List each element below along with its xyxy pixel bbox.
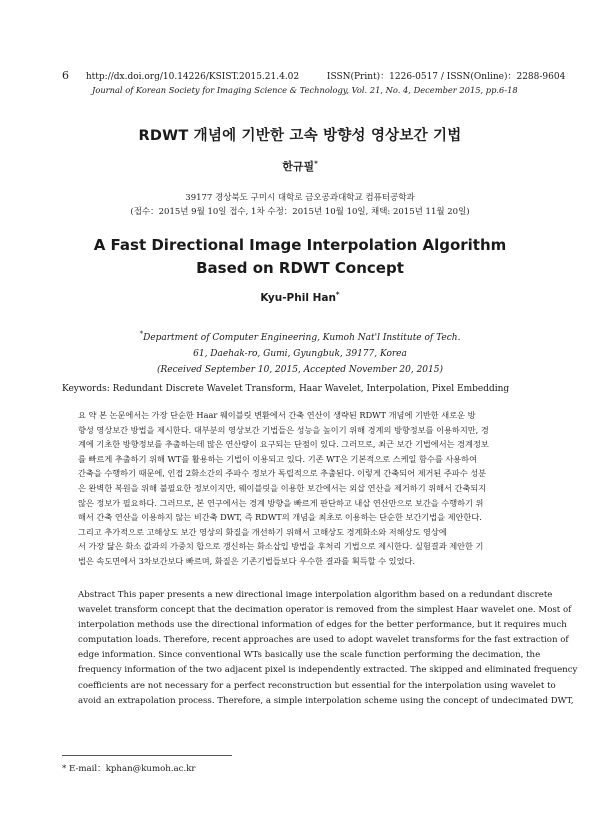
korean-abstract-line: 를 빠르게 추출하기 위해 WT를 활용하는 기법이 이용되고 있다. 기존 WT은 기본적으로 스케일 함수를 사용하여 [78,453,477,464]
korean-abstract-line: 서 가장 닮은 화소 값과의 가중치 합으로 갱신하는 화소삽입 방법을 후처리 기법으로 제시한다. 실험결과 제안한 기 [78,541,484,552]
korean-abstract [78,408,526,569]
korean-abstract-line: 향성 영상보간 방법을 제시한다. 대부분의 영상보간 기법들은 성능을 높이기 위해 경계의 방향정보를 이용하지만, 경 [78,424,489,435]
english-abstract-line: coefficients are not necessary for a perfect reconstruction but essential for the interpolation using wavelet to [78,680,556,691]
korean-abstract-line: 법은 속도면에서 3차보간보다 빠르며, 화질은 기존기법들보다 우수한 결과를 획득할 수 있었다. [78,555,415,566]
english-received-dates: (Received September 10, 2015, Accepted November 20, 2015) [157,365,443,375]
korean-title: RDWT 개념에 기반한 고속 방향성 영상보간 기법 [138,128,462,144]
korean-abstract-line: 않은 정보가 필요하다. 그러므로, 본 연구에서는 경계 방향을 빠르게 판단하고 내삽 연산만으로 보간을 수행하기 위 [78,497,484,508]
english-abstract-line: wavelet transform concept that the decimation operator is removed from the simplest Haar wavelet one. Most of [78,605,572,616]
english-abstract-line: frequency information of the two adjacent pixel is independently extracted. The skipped and eliminated frequency [78,665,578,676]
affiliation-asterisk: * [139,330,144,338]
korean-affiliation: 39177 경상북도 구미시 대학로 금오공과대학교 컴퓨터공학과 [185,193,415,203]
keywords: Keywords: Redundant Discrete Wavelet Transform, Haar Wavelet, Interpolation, Pixel Embedding [62,384,510,394]
english-affiliation-line-1: *Department of Computer Engineering, Kumoh Nat'l Institute of Tech. [139,330,461,343]
english-title-line-2: Based on RDWT Concept [196,259,404,277]
footnote-rule [62,755,232,756]
korean-affiliation-block [0,191,600,219]
korean-abstract-line: 그리고 추가적으로 고해상도 보간 영상의 화질을 개선하기 위해서 고해상도 경계화소와 저해상도 영상에 [78,526,447,537]
korean-abstract-line: 은 완벽한 복원을 위해 불필요한 정보이지만, 웨이블릿을 이용한 보간에서는 외삽 연산을 제거하기 위해서 간축되지 [78,482,487,493]
footnote-email: * E-mail：kphan@kumoh.ac.kr [62,764,196,774]
korean-received-dates: (접수：2015년 9월 10일 접수, 1차 수정：2015년 10월 10일, 채택: 2015년 11월 20일) [130,207,470,217]
english-abstract-line: interpolation methods use the directional information of edges for the better performance, but it requires much [78,620,567,631]
english-author-asterisk: * [335,290,340,299]
english-abstract-line: computation loads. Therefore, recent approaches are used to adopt wavelet transforms for the fast extraction of [78,635,569,646]
korean-abstract-line: 계에 기초한 방향정보를 추출하는데 많은 연산량이 요구되는 단점이 있다. 그러므로, 최근 보간 기법에서는 경계정보 [78,439,489,450]
english-title-line-1: A Fast Directional Image Interpolation Algorithm [93,236,507,254]
doi-link[interactable]: http://dx.doi.org/10.14226/KSIST.2015.21.4.02 [85,72,300,82]
english-affiliation-line-2: 61, Daehak-ro, Gumi, Gyungbuk, 39177, Korea [193,349,407,359]
korean-abstract-line: 요 약 본 논문에서는 가장 단순한 Haar 웨이블릿 변환에서 간축 연산이 생략된 RDWT 개념에 기반한 새로운 방 [78,410,476,420]
korean-abstract-line: 간축을 수행하기 때문에, 인접 2화소간의 주파수 정보가 독립적으로 추출된다. 이렇게 간축되어 제거된 주파수 성분 [78,468,487,479]
english-abstract [78,588,578,709]
english-affiliation-block [0,330,600,378]
korean-abstract-line: 해서 간축 연산을 이용하지 않는 비간축 DWT, 즉 RDWT의 개념을 최초로 이용하는 단순한 보간기법을 제안한다. [78,512,482,523]
journal-citation: Journal of Korean Society for Imaging Science & Technology, Vol. 21, No. 4, December 2015, pp.6-18 [92,85,518,95]
english-author [0,292,600,304]
issn-print: ISSN(Print)：1226-0517 [326,72,439,82]
korean-author [0,158,600,174]
korean-author-name: 한규필 [282,160,315,173]
author-asterisk: * [314,159,318,168]
page-number: 6 [62,69,69,82]
issn-online: ISSN(Online)：2288-9604 [446,72,566,82]
english-title [0,234,600,280]
english-abstract-line: avoid an extrapolation process. Therefore, a simple interpolation scheme using the concept of undecimated DWT, [78,695,574,706]
english-abstract-line: edge information. Since conventional WTs basically use the scale function performing the decimation, the [78,650,541,661]
english-abstract-line: Abstract This paper presents a new directional image interpolation algorithm based on a redundant discrete [78,590,553,600]
running-header: 6 http://dx.doi.org/10.14226/KSIST.2015.21.4.02 ISSN(Print)：1226-0517 / ISSN(Online)：2288-9604 [62,69,566,82]
english-author-name: Kyu-Phil Han [260,292,336,304]
